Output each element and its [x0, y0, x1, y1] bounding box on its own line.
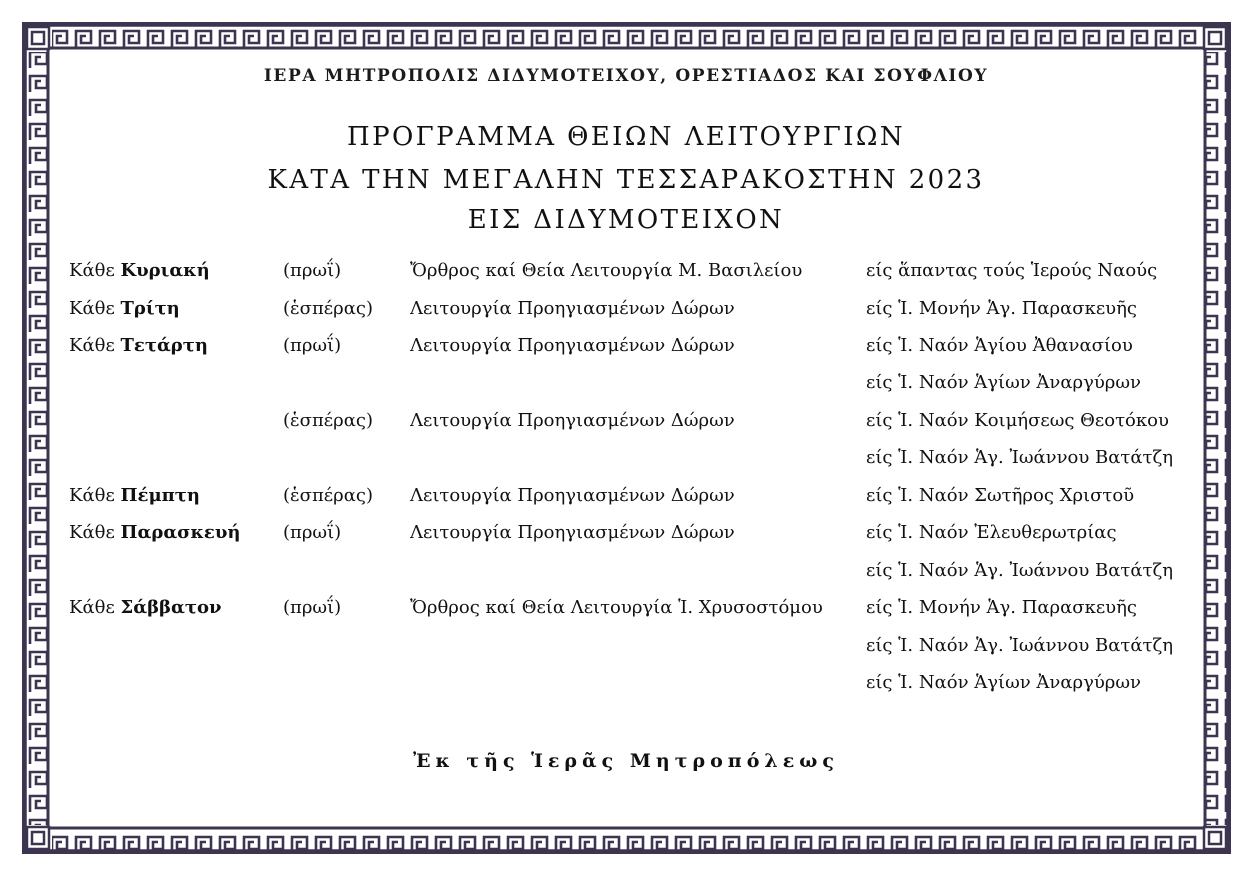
day-prefix: Κάθε [69, 597, 121, 618]
time-cell: (πρωΐ) [283, 335, 342, 356]
day-name: Σάββατον [120, 597, 222, 618]
place-cell: είς Ἱ. Μονήν Ἁγ. Παρασκευῆς [866, 597, 1137, 618]
place-cell: είς Ἱ. Ναόν Ἁγ. Ἰωάννου Βατάτζη [866, 560, 1174, 581]
time-cell: (πρωΐ) [283, 597, 342, 618]
day-cell [69, 260, 210, 281]
day-name: Πέμπτη [120, 485, 200, 506]
schedule-row [50, 298, 1202, 328]
service-cell: Λειτουργία Προηγιασμένων Δώρων [410, 298, 735, 319]
document-body [50, 48, 1202, 826]
day-cell [69, 335, 208, 356]
place-cell: είς Ἱ. Ναόν Ἁγίου Ἀθανασίου [866, 335, 1133, 356]
place-cell: είς Ἱ. Ναόν Ἁγίων Ἀναργύρων [866, 372, 1141, 393]
metropolis-signature: Ἐκ τῆς Ἱερᾶς Μητροπόλεως [413, 750, 839, 772]
service-cell: Λειτουργία Προηγιασμένων Δώρων [410, 410, 735, 431]
service-cell: Λειτουργία Προηγιασμένων Δώρων [410, 522, 735, 543]
place-cell: είς Ἱ. Ναόν Ἁγ. Ἰωάννου Βατάτζη [866, 635, 1174, 656]
day-name: Κυριακή [120, 260, 210, 281]
day-cell [69, 298, 180, 319]
service-cell: Ὄρθρος καί Θεία Λειτουργία Μ. Βασιλείου [410, 260, 803, 281]
service-cell: Ὄρθρος καί Θεία Λειτουργία Ἱ. Χρυσοστόμου [410, 597, 823, 618]
time-cell: (ἑσπέρας) [283, 298, 373, 319]
place-cell: είς Ἱ. Ναόν Σωτῆρος Χριστοῦ [866, 485, 1135, 506]
place-cell: είς Ἱ. Ναόν Ἁγίων Ἀναργύρων [866, 672, 1141, 693]
place-cell: είς ἅπαντας τούς Ἱερούς Ναούς [866, 260, 1158, 281]
title-line-2: ΚΑΤΑ ΤΗΝ ΜΕΓΑΛΗΝ ΤΕΣΣΑΡΑΚΟΣΤΗΝ 2023 [267, 165, 985, 195]
time-cell: (ἑσπέρας) [283, 485, 373, 506]
time-cell: (πρωΐ) [283, 260, 342, 281]
day-name: Τετάρτη [120, 335, 208, 356]
day-cell [69, 485, 200, 506]
day-prefix: Κάθε [69, 485, 121, 506]
day-prefix: Κάθε [69, 522, 121, 543]
schedule-row [50, 410, 1202, 440]
time-cell: (ἑσπέρας) [283, 410, 373, 431]
schedule-row [50, 560, 1202, 590]
day-prefix: Κάθε [69, 335, 121, 356]
schedule-row [50, 372, 1202, 402]
time-cell: (πρωΐ) [283, 522, 342, 543]
service-cell: Λειτουργία Προηγιασμένων Δώρων [410, 485, 735, 506]
day-name: Παρασκευή [120, 522, 241, 543]
schedule-row [50, 485, 1202, 515]
schedule-row [50, 597, 1202, 627]
title-line-1: ΠΡΟΓΡΑΜΜΑ ΘΕΙΩΝ ΛΕΙΤΟΥΡΓΙΩΝ [347, 122, 905, 152]
schedule-row [50, 522, 1202, 552]
day-cell [69, 597, 221, 618]
schedule-row [50, 635, 1202, 665]
service-cell: Λειτουργία Προηγιασμένων Δώρων [410, 335, 735, 356]
schedule-row [50, 335, 1202, 365]
place-cell: είς Ἱ. Ναόν Κοιμήσεως Θεοτόκου [866, 410, 1169, 431]
schedule-row [50, 672, 1202, 702]
schedule-row [50, 260, 1202, 290]
day-name: Τρίτη [120, 298, 180, 319]
place-cell: είς Ἱ. Μονήν Ἁγ. Παρασκευῆς [866, 298, 1137, 319]
place-cell: είς Ἱ. Ναόν Ἁγ. Ἰωάννου Βατάτζη [866, 447, 1174, 468]
title-line-3: ΕΙΣ ΔΙΔΥΜΟΤΕΙΧΟΝ [467, 205, 785, 235]
place-cell: είς Ἱ. Ναόν Ἐλευθερωτρίας [866, 522, 1117, 543]
day-prefix: Κάθε [69, 260, 121, 281]
schedule-row [50, 447, 1202, 477]
organization-heading: ΙΕΡΑ ΜΗΤΡΟΠΟΛΙΣ ΔΙΔΥΜΟΤΕΙΧΟΥ, ΟΡΕΣΤΙΑΔΟΣ ΚΑΙ ΣΟΥΦΛΙΟΥ [263, 66, 989, 86]
day-cell [69, 522, 240, 543]
day-prefix: Κάθε [69, 298, 121, 319]
